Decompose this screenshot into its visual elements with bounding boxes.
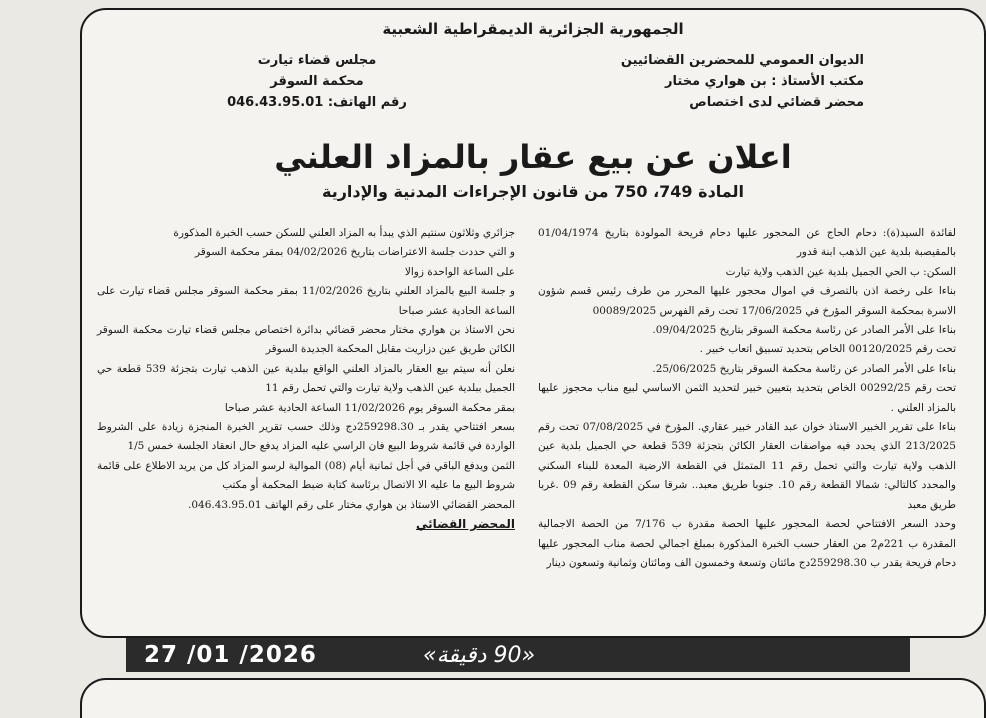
paragraph: المحضر القضائي الاستاذ بن هواري مختار على رقم الهاتف 046.43.95.01. bbox=[188, 498, 515, 511]
court-line: محكمة السوقر bbox=[270, 74, 364, 89]
phone-number: 046.43.95.01 bbox=[227, 95, 324, 110]
paragraph: بناءا على تقرير الخبير الاستاذ خوان عبد القادر خبير عقاري. المؤرخ في 07/08/2025 تحت رقم 213/2025 الذي يحدد فيه مواصفات العقار الكائن بتجزئة 539 قطعة حي الجميل بلدية عين الذهب ولاية تيارت والتي تحمل رقم 11 المتمثل في القطعة الارضية المعدة للبناء السكني والمحدد كالتالي: شمالا القطعة رقم 10. جنوبا طريق معبد.. شرقا سكن القطعة رقم 09 .غربا طريق معبد bbox=[538, 421, 957, 511]
republic-header: الجمهورية الجزائرية الديمقراطية الشعبية bbox=[382, 20, 684, 38]
paragraph: و التي حددت جلسة الاعتراضات بتاريخ 04/02/2026 بمقر محكمة السوقر bbox=[194, 246, 515, 259]
paragraph: بناءا على الأمر الصادر عن رئاسة محكمة السوقر بتاريخ 09/04/2025. bbox=[652, 324, 956, 337]
paragraph: نعلن أنه سيتم بيع العقار بالمزاد العلني الواقع ببلدية عين الذهب تيارت بتجزئة 539 قطعة حي الجميل ببلدية عين الذهب ولاية تيارت والتي تحمل رقم 11 bbox=[97, 362, 515, 395]
office-line: محضر قضائي لدى اختصاص bbox=[689, 95, 864, 110]
court-header bbox=[177, 50, 457, 113]
office-line: مكتب الأستاذ : بن هواري مختار bbox=[665, 74, 864, 89]
paragraph: تحت رقم 00292/25 الخاص بتحديد بتعيين خبير لتحديد الثمن الاساسي لبيع مناب محجوز عليها بالمزاد العلني . bbox=[538, 382, 956, 414]
paragraph: بناءا على رخصة اذن بالتصرف في اموال محجور عليها المحرر من طرف رئيس قسم شؤون الاسرة بمحكمة السوقر المؤرخ في 17/06/2025 تحت رقم الفهرس 00089/2025 bbox=[538, 285, 956, 317]
notice-subtitle: المادة 749، 750 من قانون الإجراءات المدنية والإدارية bbox=[321, 182, 745, 201]
paragraph: نحن الاستاذ بن هواري مختار محضر قضائي بدائرة اختصاص مجلس قضاء تيارت محكمة السوقر الكائن طريق عين دزاريت مقابل المحكمة الجديدة السوقر bbox=[97, 324, 515, 356]
paragraph: بمقر محكمة السوقر يوم 11/02/2026 الساعة الحادية عشر صباحا bbox=[224, 401, 515, 414]
office-header bbox=[574, 50, 864, 113]
body-column-left bbox=[97, 224, 515, 535]
signature: المحضر القضائي bbox=[415, 517, 515, 532]
paragraph: بناءا على الأمر الصادر عن رئاسة محكمة السوقر بتاريخ 25/06/2025. bbox=[652, 362, 956, 375]
paragraph: و جلسة البيع بالمزاد العلني بتاريخ 11/02/2026 بمقر محكمة السوقر مجلس قضاء تيارت على الساعة الحادية عشر صباحا bbox=[97, 285, 515, 317]
paragraph: الثمن ويدفع الباقي في أجل ثمانية أيام (08) الموالية لرسو المزاد كل من يريد الاطلاع على قائمة شروط البيع ما عليه الا الاتصال برئاسة كتابة ضبط المحكمة أو مكتب bbox=[97, 459, 515, 492]
paragraph: لفائدة السيد(ة): دحام الحاج عن المحجور عليها دحام فريحة المولودة بتاريخ 01/04/1974 بالمقيصبة بلدية عين الذهب ابنة قدور bbox=[538, 227, 956, 259]
notice-title: اعلان عن بيع عقار بالمزاد العلني bbox=[274, 138, 792, 176]
next-notice-card bbox=[80, 678, 986, 718]
court-line: مجلس قضاء تيارت bbox=[257, 53, 377, 68]
paragraph: وحدد السعر الافتتاحي لحصة المحجور عليها الحصة مقدرة ب 7/176 من الحصة الاجمالية المقدرة ب 221م2 من العقار حسب الخبرة المذكورة بمبلغ اجمالي لحصة مناب المحجور عليها دحام فريحة يقدر ب 259298.30دج مائتان وتسعة وخمسون الف ومائتان وثمانية وتسعون دينار bbox=[538, 518, 956, 569]
phone-label: رقم الهاتف: bbox=[327, 95, 407, 110]
paragraph: على الساعة الواحدة زوالا bbox=[404, 265, 515, 278]
body-column-right bbox=[538, 224, 956, 573]
paragraph: تحت رقم 00120/2025 الخاص بتحديد تسبيق اتعاب خبير . bbox=[699, 343, 956, 356]
paragraph: بسعر افتتاحي يقدر بـ 259298.30دج وذلك حسب تقرير الخبرة المنجزة زيادة على الشروط الواردة في قائمة شروط البيع فان الراسي عليه المزاد يدفع حال انعقاد الجلسة خمس 1/5 bbox=[97, 421, 515, 453]
footer-date: 27 /01 /2026 bbox=[126, 638, 423, 672]
office-line: الديوان العمومي للمحضرين القضائيين bbox=[620, 53, 864, 68]
notice-card bbox=[80, 8, 986, 638]
phone-line bbox=[177, 92, 457, 113]
paragraph: السكن: ب الحي الجميل بلدية عين الذهب ولاية تيارت bbox=[725, 265, 956, 278]
paragraph: جزائري وثلاثون سنتيم الذي يبدأ به المزاد العلني للسكن حسب الخبرة المذكورة bbox=[173, 227, 515, 239]
footer-brand: «90 دقيقة» bbox=[423, 638, 910, 672]
